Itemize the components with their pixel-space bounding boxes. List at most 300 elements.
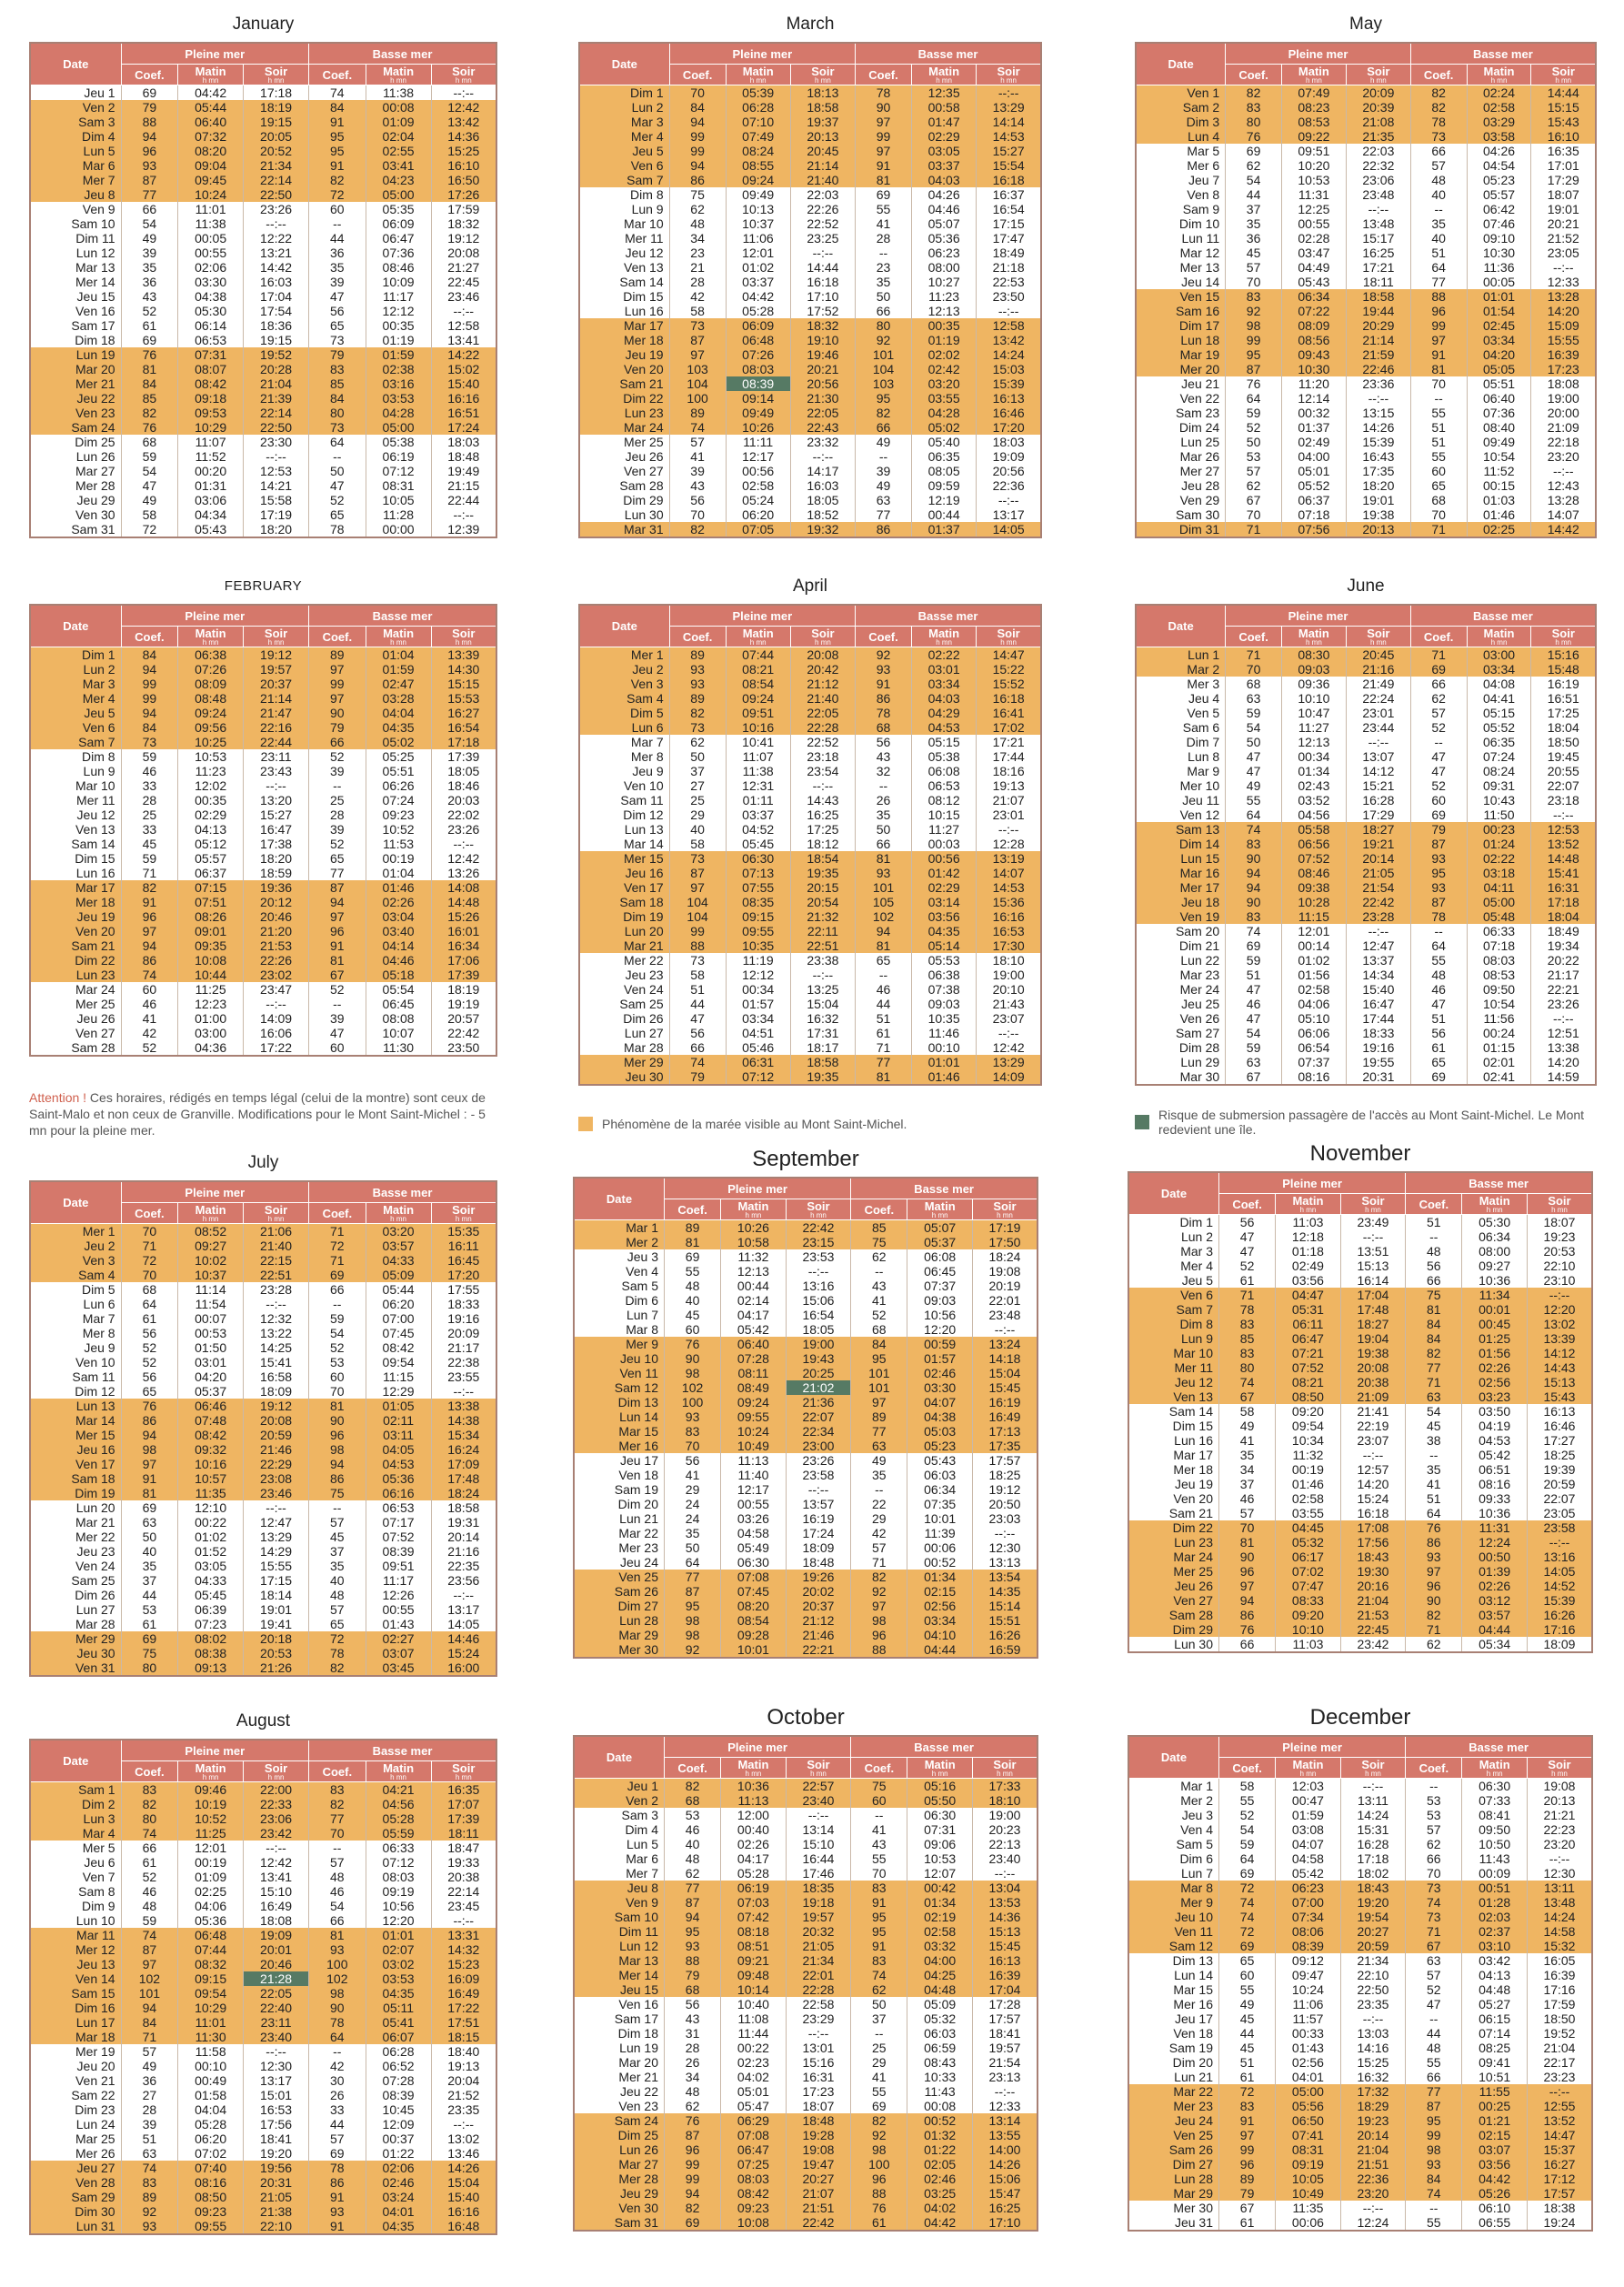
value-cell: 18:29 <box>1340 2099 1406 2113</box>
value-cell: 90 <box>309 1413 366 1428</box>
date-cell: Dim 28 <box>1136 1040 1226 1055</box>
value-cell: 51 <box>856 1011 912 1026</box>
value-cell: 19:08 <box>1527 1779 1592 1794</box>
value-cell: 08:55 <box>726 158 790 173</box>
header-label: Pleine mer <box>185 1185 246 1199</box>
value-cell: 10:53 <box>907 1851 973 1866</box>
value-cell: 51 <box>1410 1011 1467 1026</box>
value-cell: 44 <box>1226 187 1282 202</box>
value-cell: 24 <box>665 1497 721 1511</box>
value-cell: 21:05 <box>244 2190 309 2204</box>
value-cell: 11:38 <box>726 764 790 778</box>
header-pleine-mer <box>665 1736 851 1758</box>
value-cell: 10:35 <box>911 1011 976 1026</box>
value-cell: 03:05 <box>178 1559 244 1573</box>
date-cell: Ven 18 <box>574 1468 665 1482</box>
value-cell: 51 <box>121 2132 178 2146</box>
table-row <box>574 1779 1038 1794</box>
header-label: Matin <box>1292 1757 1324 1771</box>
header-matin <box>366 65 431 85</box>
value-cell: 05:05 <box>1467 362 1531 376</box>
header-coef <box>121 1761 178 1782</box>
header-soir <box>1340 1758 1406 1779</box>
header-label: Pleine mer <box>1282 1740 1342 1754</box>
table-row <box>574 1322 1038 1337</box>
header-soir <box>244 1203 309 1224</box>
value-cell: 07:08 <box>721 1570 787 1584</box>
value-cell: 28 <box>309 807 366 822</box>
value-cell: 82 <box>121 1797 178 1811</box>
table-row <box>30 1797 496 1811</box>
header-label: Matin <box>742 626 774 640</box>
value-cell: 92 <box>851 2128 907 2142</box>
value-cell: 00:01 <box>1462 1302 1528 1317</box>
value-cell: 06:55 <box>1462 2215 1528 2231</box>
value-cell: 17:59 <box>431 202 496 216</box>
value-cell: 12:30 <box>972 1540 1038 1555</box>
value-cell: 91 <box>1410 347 1467 362</box>
value-cell: 99 <box>665 2157 721 2172</box>
date-cell: Lun 16 <box>1128 1433 1219 1448</box>
value-cell: 66 <box>856 837 912 851</box>
value-cell: 62 <box>665 1866 721 1881</box>
value-cell: 03:53 <box>366 391 431 406</box>
value-cell: 22:10 <box>244 2219 309 2234</box>
date-cell: Ven 23 <box>574 2099 665 2113</box>
date-cell: Sam 17 <box>574 2011 665 2026</box>
value-cell: 82 <box>309 1660 366 1676</box>
value-cell: 16:25 <box>972 2201 1038 2215</box>
value-cell: 16:25 <box>790 807 855 822</box>
table-row <box>574 1497 1038 1511</box>
value-cell: 82 <box>665 1779 721 1794</box>
value-cell: 53 <box>121 1602 178 1617</box>
date-cell: Ven 24 <box>30 1559 121 1573</box>
value-cell: 04:49 <box>1281 260 1346 275</box>
date-cell: Ven 2 <box>574 1793 665 1808</box>
date-cell: Dim 27 <box>1128 2157 1219 2172</box>
value-cell: 15:39 <box>1346 435 1410 449</box>
value-cell: 101 <box>121 1986 178 2001</box>
value-cell: 99 <box>1410 318 1467 333</box>
value-cell: 52 <box>1410 720 1467 735</box>
value-cell: 23:42 <box>244 1826 309 1841</box>
value-cell: 68 <box>665 1982 721 1997</box>
value-cell: 21:38 <box>244 2204 309 2219</box>
table-row <box>579 289 1041 304</box>
value-cell: 18:27 <box>1340 1317 1406 1331</box>
value-cell: 95 <box>856 391 912 406</box>
value-cell: 12:09 <box>366 2117 431 2132</box>
table-row <box>1128 2201 1592 2215</box>
value-cell: 06:47 <box>366 231 431 246</box>
header-soir <box>1527 1194 1592 1215</box>
value-cell: 59 <box>121 1913 178 1928</box>
value-cell: 04:25 <box>907 1968 973 1982</box>
header-label: Matin <box>928 64 960 78</box>
value-cell: 20:13 <box>790 129 855 144</box>
value-cell: 00:51 <box>1462 1881 1528 1895</box>
value-cell: 39 <box>309 764 366 778</box>
value-cell: 22:36 <box>977 478 1041 493</box>
value-cell: 84 <box>121 720 178 735</box>
value-cell: 22:46 <box>1346 362 1410 376</box>
value-cell: 96 <box>121 909 178 924</box>
value-cell: 02:26 <box>366 895 431 909</box>
value-cell: 03:55 <box>911 391 976 406</box>
value-cell: 00:05 <box>1467 275 1531 289</box>
attention-text: Ces horaires, rédigés en temps légal (celui de la montre) sont ceux de Saint-Malo et non ceux de Granville. Modifications pour le Mont Saint-Michel : - 5 mn pour la pleine mer. <box>29 1090 486 1138</box>
value-cell: 21:49 <box>1346 677 1410 691</box>
value-cell: 11:19 <box>726 953 790 968</box>
value-cell: 23 <box>856 260 912 275</box>
value-cell: 08:46 <box>1281 866 1346 880</box>
value-cell: 57 <box>309 1515 366 1530</box>
value-cell: 46 <box>856 982 912 997</box>
value-cell: 17:02 <box>977 720 1041 735</box>
value-cell: 96 <box>309 1428 366 1442</box>
value-cell: 16:19 <box>1531 677 1596 691</box>
value-cell: 93 <box>121 158 178 173</box>
value-cell: 21:09 <box>1340 1389 1406 1404</box>
table-row <box>574 1939 1038 1953</box>
value-cell: 22:38 <box>431 1355 496 1369</box>
value-cell: 22:07 <box>1531 778 1596 793</box>
value-cell: 05:32 <box>907 2011 973 2026</box>
value-cell: 09:32 <box>178 1442 244 1457</box>
date-cell: Dim 26 <box>30 1588 121 1602</box>
value-cell: 22:44 <box>431 493 496 507</box>
value-cell: 75 <box>669 187 726 202</box>
header-unit: h mn <box>815 637 831 647</box>
value-cell: 02:22 <box>1467 851 1531 866</box>
header-label: Basse mer <box>917 46 978 61</box>
value-cell: 65 <box>856 953 912 968</box>
value-cell: 57 <box>1406 1968 1462 1982</box>
value-cell: 14:53 <box>977 129 1041 144</box>
table-row <box>574 1293 1038 1308</box>
value-cell: -- <box>309 2044 366 2059</box>
value-cell: 77 <box>856 507 912 522</box>
value-cell: 19:24 <box>1527 2215 1592 2231</box>
value-cell: 55 <box>1226 793 1282 807</box>
value-cell: 89 <box>121 2190 178 2204</box>
value-cell: 17:01 <box>1531 158 1596 173</box>
header-label: Soir <box>807 1199 830 1213</box>
value-cell: 99 <box>121 677 178 691</box>
table-row <box>1136 968 1596 982</box>
value-cell: 62 <box>669 202 726 216</box>
value-cell: 17:23 <box>1531 362 1596 376</box>
date-cell: Sam 21 <box>1128 1506 1219 1520</box>
value-cell: 05:43 <box>907 1453 973 1468</box>
value-cell: 07:47 <box>1276 1579 1341 1593</box>
value-cell: 05:59 <box>366 1826 431 1841</box>
date-cell: Lun 23 <box>579 406 669 420</box>
value-cell: 04:56 <box>1281 807 1346 822</box>
value-cell: 59 <box>1219 1837 1276 1851</box>
header-label: Matin <box>383 626 415 640</box>
value-cell: 14:14 <box>977 115 1041 129</box>
value-cell: 08:38 <box>178 1646 244 1660</box>
date-cell: Mar 20 <box>574 2055 665 2070</box>
value-cell: 71 <box>856 1040 912 1055</box>
table-row <box>1136 677 1596 691</box>
value-cell: 16:46 <box>977 406 1041 420</box>
value-cell: 19:20 <box>1340 1895 1406 1910</box>
value-cell: 19:08 <box>972 1264 1038 1279</box>
header-label: Date <box>1160 1750 1188 1764</box>
value-cell: 23:00 <box>786 1439 851 1453</box>
date-cell: Lun 9 <box>579 202 669 216</box>
header-coef <box>309 627 366 647</box>
value-cell: 37 <box>121 1573 178 1588</box>
value-cell: 18:32 <box>790 318 855 333</box>
value-cell: 12:01 <box>1281 924 1346 938</box>
value-cell: 11:35 <box>178 1486 244 1500</box>
value-cell: 18:27 <box>1346 822 1410 837</box>
value-cell: 09:56 <box>178 720 244 735</box>
date-cell: Lun 12 <box>574 1939 665 1953</box>
value-cell: -- <box>309 1841 366 1855</box>
value-cell: 08:20 <box>721 1599 787 1613</box>
value-cell: 21:51 <box>1340 2157 1406 2172</box>
value-cell: 70 <box>121 1268 178 1282</box>
value-cell: 26 <box>309 2088 366 2102</box>
table-row <box>30 706 496 720</box>
value-cell: 87 <box>1406 2099 1462 2113</box>
value-cell: 09:49 <box>1467 435 1531 449</box>
value-cell: 05:01 <box>1281 464 1346 478</box>
value-cell: 02:22 <box>911 647 976 663</box>
value-cell: 09:51 <box>1281 144 1346 158</box>
value-cell: 11:32 <box>721 1249 787 1264</box>
value-cell: 07:05 <box>726 522 790 537</box>
value-cell: 94 <box>1226 880 1282 895</box>
value-cell: 86 <box>1219 1608 1276 1622</box>
value-cell: 67 <box>1219 2201 1276 2215</box>
value-cell: 18:11 <box>431 1826 496 1841</box>
date-cell: Mar 25 <box>30 2132 121 2146</box>
value-cell: 66 <box>309 1282 366 1297</box>
value-cell: 08:21 <box>1276 1375 1341 1389</box>
value-cell: 17:22 <box>431 2001 496 2015</box>
value-cell: 20:55 <box>1531 764 1596 778</box>
date-cell: Dim 11 <box>574 1924 665 1939</box>
value-cell: 66 <box>121 202 178 216</box>
value-cell: 16:32 <box>1340 2070 1406 2084</box>
date-cell: Jeu 4 <box>1136 691 1226 706</box>
date-cell: Mer 19 <box>30 2044 121 2059</box>
value-cell: 95 <box>1410 866 1467 880</box>
value-cell: 74 <box>121 1826 178 1841</box>
table-row <box>1128 1244 1592 1259</box>
value-cell: 01:22 <box>366 2146 431 2161</box>
value-cell: 17:50 <box>972 1235 1038 1249</box>
header-basse-mer <box>1410 43 1596 65</box>
month-april <box>578 575 1042 1086</box>
date-cell: Sam 13 <box>1136 822 1226 837</box>
value-cell: 102 <box>121 1971 178 1986</box>
date-cell: Sam 20 <box>1136 924 1226 938</box>
value-cell: 07:00 <box>1276 1895 1341 1910</box>
header-matin <box>1276 1194 1341 1215</box>
value-cell: 00:10 <box>911 1040 976 1055</box>
header-unit: h mn <box>815 75 831 85</box>
value-cell: 16:35 <box>1531 144 1596 158</box>
table-row <box>1136 778 1596 793</box>
value-cell: 13:48 <box>1527 1895 1592 1910</box>
value-cell: 19:38 <box>1340 1346 1406 1360</box>
value-cell: 83 <box>121 1782 178 1798</box>
value-cell: --:-- <box>1340 1229 1406 1244</box>
date-cell: Jeu 17 <box>1128 2011 1219 2026</box>
value-cell: 03:01 <box>911 662 976 677</box>
value-cell: 90 <box>309 706 366 720</box>
date-cell: Mar 4 <box>30 1826 121 1841</box>
value-cell: 11:54 <box>178 1297 244 1311</box>
table-row <box>1128 1273 1592 1288</box>
date-cell: Ven 14 <box>30 1971 121 1986</box>
value-cell: 57 <box>1219 1506 1276 1520</box>
table-row <box>30 880 496 895</box>
value-cell: 23:44 <box>1346 720 1410 735</box>
value-cell: 15:21 <box>1346 778 1410 793</box>
value-cell: 09:03 <box>1281 662 1346 677</box>
value-cell: 16:54 <box>977 202 1041 216</box>
value-cell: 101 <box>851 1366 907 1380</box>
value-cell: 73 <box>309 333 366 347</box>
value-cell: 31 <box>665 2026 721 2041</box>
value-cell: 82 <box>669 706 726 720</box>
value-cell: --:-- <box>431 85 496 101</box>
date-cell: Mer 9 <box>1128 1895 1219 1910</box>
value-cell: 15:39 <box>977 376 1041 391</box>
value-cell: 23:40 <box>972 1851 1038 1866</box>
value-cell: 06:34 <box>1462 1229 1528 1244</box>
table-row <box>1128 2026 1592 2041</box>
table-row <box>30 2132 496 2146</box>
value-cell: 96 <box>1219 2157 1276 2172</box>
value-cell: 98 <box>309 1442 366 1457</box>
value-cell: 08:33 <box>1276 1593 1341 1608</box>
value-cell: 88 <box>669 938 726 953</box>
value-cell: 00:22 <box>178 1515 244 1530</box>
value-cell: 23:48 <box>972 1308 1038 1322</box>
value-cell: 20:59 <box>244 1428 309 1442</box>
value-cell: 57 <box>1410 158 1467 173</box>
value-cell: 70 <box>309 1826 366 1841</box>
date-cell: Ven 22 <box>1136 391 1226 406</box>
table-row <box>30 1811 496 1826</box>
value-cell: 09:51 <box>726 706 790 720</box>
table-row <box>1128 1851 1592 1866</box>
date-cell: Sam 10 <box>30 216 121 231</box>
value-cell: 09:55 <box>726 924 790 938</box>
value-cell: 14:42 <box>244 260 309 275</box>
value-cell: 10:29 <box>178 420 244 435</box>
table-row <box>30 1515 496 1530</box>
date-cell: Mer 5 <box>30 1841 121 1855</box>
value-cell: 11:40 <box>721 1468 787 1482</box>
value-cell: 75 <box>851 1235 907 1249</box>
value-cell: 40 <box>309 1573 366 1588</box>
value-cell: 22:24 <box>1346 691 1410 706</box>
value-cell: 21:07 <box>977 793 1041 807</box>
value-cell: 14:36 <box>431 129 496 144</box>
value-cell: 17:21 <box>977 735 1041 749</box>
table-row <box>579 347 1041 362</box>
value-cell: 91 <box>851 1939 907 1953</box>
date-cell: Lun 14 <box>1128 1968 1219 1982</box>
value-cell: 12:13 <box>721 1264 787 1279</box>
value-cell: 89 <box>669 647 726 663</box>
month-december <box>1128 1706 1593 2232</box>
value-cell: 17:27 <box>1527 1433 1592 1448</box>
table-row <box>574 1468 1038 1482</box>
value-cell: 95 <box>665 1599 721 1613</box>
value-cell: 91 <box>121 1471 178 1486</box>
value-cell: 14:21 <box>244 478 309 493</box>
value-cell: 54 <box>1406 1404 1462 1419</box>
value-cell: 04:00 <box>907 1953 973 1968</box>
value-cell: 08:00 <box>911 260 976 275</box>
header-label: Basse mer <box>372 1185 433 1199</box>
value-cell: 21:27 <box>431 260 496 275</box>
date-cell: Mar 28 <box>30 1617 121 1631</box>
value-cell: 80 <box>121 1660 178 1676</box>
value-cell: 07:15 <box>178 880 244 895</box>
value-cell: 13:39 <box>1527 1331 1592 1346</box>
value-cell: 20:12 <box>244 895 309 909</box>
value-cell: 81 <box>856 851 912 866</box>
date-cell: Lun 20 <box>30 1500 121 1515</box>
value-cell: 49 <box>1226 778 1282 793</box>
value-cell: 21:04 <box>1527 2041 1592 2055</box>
value-cell: 75 <box>121 1646 178 1660</box>
value-cell: 18:05 <box>431 764 496 778</box>
date-cell: Ven 11 <box>1128 1924 1219 1939</box>
value-cell: 09:19 <box>366 1884 431 1899</box>
value-cell: 22:42 <box>431 1026 496 1040</box>
value-cell: 18:08 <box>1531 376 1596 391</box>
value-cell: 94 <box>856 924 912 938</box>
value-cell: 04:17 <box>721 1308 787 1322</box>
value-cell: 89 <box>851 1409 907 1424</box>
value-cell: 04:38 <box>907 1409 973 1424</box>
value-cell: 100 <box>665 1395 721 1409</box>
value-cell: 12:42 <box>431 100 496 115</box>
header-label: Coef. <box>322 1206 353 1220</box>
value-cell: 93 <box>1406 2157 1462 2172</box>
value-cell: 19:26 <box>786 1570 851 1584</box>
table-row <box>1128 1375 1592 1389</box>
value-cell: 16:59 <box>972 1642 1038 1658</box>
header-label: Date <box>63 57 89 71</box>
value-cell: 08:09 <box>1281 318 1346 333</box>
value-cell: 05:38 <box>911 749 976 764</box>
value-cell: 91 <box>309 115 366 129</box>
value-cell: 49 <box>851 1453 907 1468</box>
value-cell: 09:23 <box>366 807 431 822</box>
value-cell: 13:15 <box>1346 406 1410 420</box>
value-cell: 22:43 <box>790 420 855 435</box>
value-cell: 23:43 <box>244 764 309 778</box>
tide-table <box>578 42 1042 538</box>
value-cell: 22:14 <box>244 406 309 420</box>
header-pleine-mer <box>1226 605 1411 627</box>
value-cell: 09:55 <box>178 2219 244 2234</box>
